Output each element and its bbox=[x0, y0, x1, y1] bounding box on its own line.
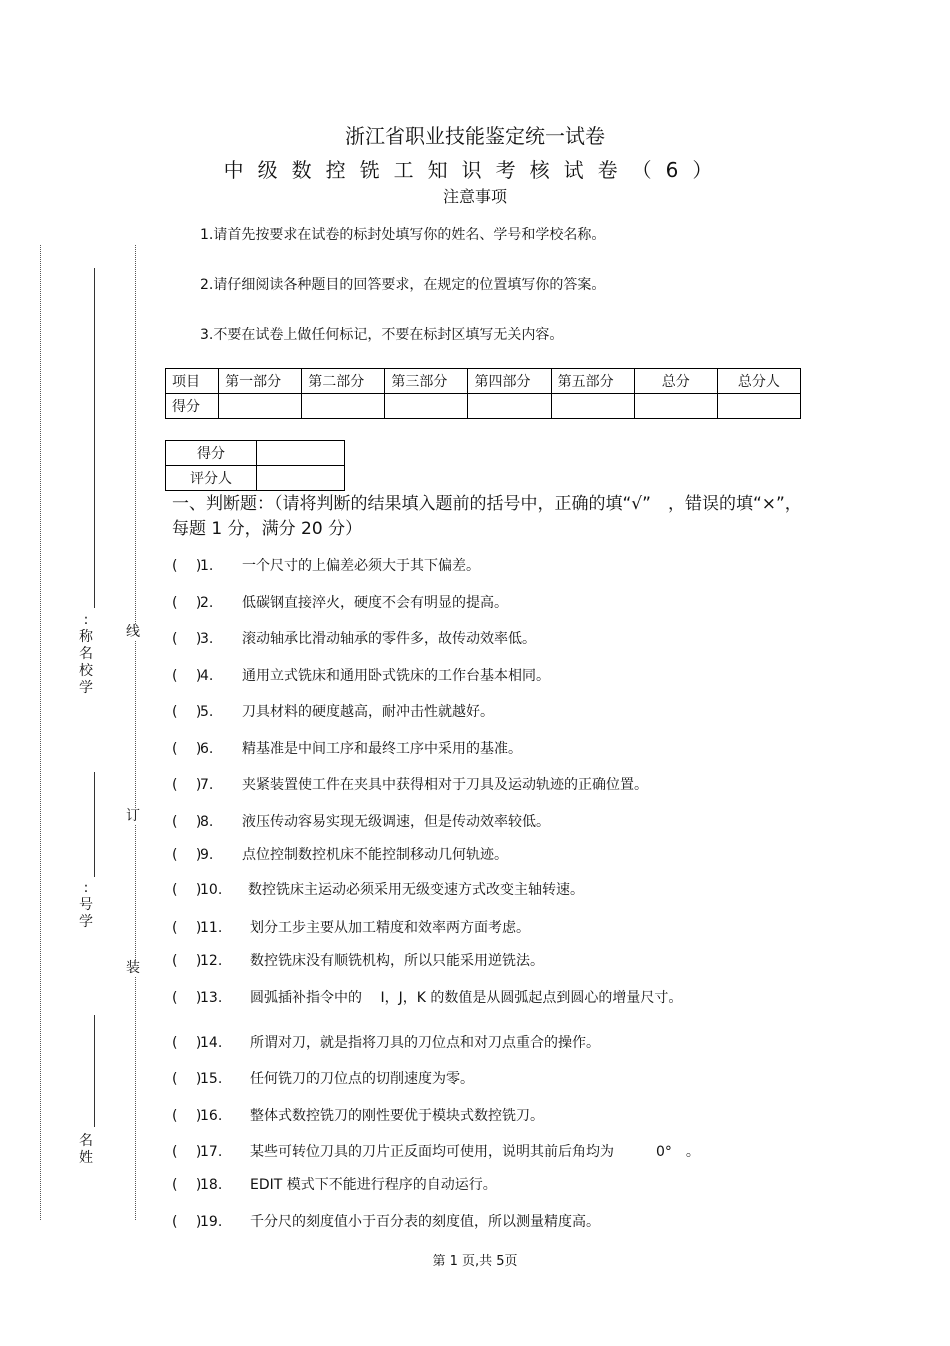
score-cell[interactable] bbox=[634, 394, 717, 419]
question-17: ( )17. 某些可转位刀具的刀片正反面均可使用，说明其前后角均为 0° 。 bbox=[172, 1141, 700, 1161]
question-8: ( )8. 液压传动容易实现无级调速，但是传动效率较低。 bbox=[172, 811, 550, 831]
question-1: ( )1. 一个尺寸的上偏差必须大于其下偏差。 bbox=[172, 555, 480, 575]
header-cell: 第五部分 bbox=[551, 369, 634, 394]
grader-score-cell[interactable] bbox=[257, 441, 345, 466]
bind-label: 装 bbox=[126, 960, 140, 976]
answer-paren[interactable]: ( ) bbox=[172, 668, 202, 684]
exam-title: 浙江省职业技能鉴定统一试卷 bbox=[345, 124, 605, 148]
answer-paren[interactable]: ( ) bbox=[172, 631, 202, 647]
answer-paren[interactable]: ( ) bbox=[172, 990, 202, 1006]
question-7: ( )7. 夹紧装置使工件在夹具中获得相对于刀具及运动轨迹的正确位置。 bbox=[172, 774, 648, 794]
binding-dotted-line-outer bbox=[40, 245, 41, 1220]
student-id-underline bbox=[94, 772, 95, 877]
note-2: 2.请仔细阅读各种题目的回答要求，在规定的位置填写你的答案。 bbox=[200, 277, 606, 293]
header-cell: 总分 bbox=[634, 369, 717, 394]
question-15: ( )15. 任何铣刀的刀位点的切削速度为零。 bbox=[172, 1068, 474, 1088]
answer-paren[interactable]: ( ) bbox=[172, 847, 202, 863]
answer-paren[interactable]: ( ) bbox=[172, 1108, 202, 1124]
header-cell: 第三部分 bbox=[385, 369, 468, 394]
question-6: ( )6. 精基准是中间工序和最终工序中采用的基准。 bbox=[172, 738, 522, 758]
note-1: 1.请首先按要求在试卷的标封处填写你的姓名、学号和学校名称。 bbox=[200, 227, 606, 243]
question-18: ( )18. EDIT 模式下不能进行程序的自动运行。 bbox=[172, 1174, 497, 1194]
note-3: 3.不要在试卷上做任何标记，不要在标封区填写无关内容。 bbox=[200, 327, 564, 343]
score-cell[interactable] bbox=[219, 394, 302, 419]
header-cell: 总分人 bbox=[717, 369, 800, 394]
header-cell: 第四部分 bbox=[468, 369, 551, 394]
grader-score-label: 得分 bbox=[166, 441, 257, 466]
question-13: ( )13. 圆弧插补指令中的 I，J，K 的数值是从圆弧起点到圆心的增量尺寸。 bbox=[172, 987, 682, 1007]
header-cell: 第二部分 bbox=[302, 369, 385, 394]
question-16: ( )16. 整体式数控铣刀的刚性要优于模块式数控铣刀。 bbox=[172, 1105, 544, 1125]
grader-label: 评分人 bbox=[166, 466, 257, 491]
question-4: ( )4. 通用立式铣床和通用卧式铣床的工作台基本相同。 bbox=[172, 665, 550, 685]
question-5: ( )5. 刀具材料的硬度越高，耐冲击性就越好。 bbox=[172, 701, 494, 721]
question-14: ( )14. 所谓对刀，就是指将刀具的刀位点和对刀点重合的操作。 bbox=[172, 1032, 600, 1052]
grader-table bbox=[165, 440, 345, 491]
staple-label: 订 bbox=[126, 808, 140, 824]
score-cell[interactable] bbox=[551, 394, 634, 419]
question-2: ( )2. 低碳钢直接淬火，硬度不会有明显的提高。 bbox=[172, 592, 508, 612]
answer-paren[interactable]: ( ) bbox=[172, 953, 202, 969]
student-id-label: :号学 bbox=[79, 880, 93, 930]
answer-paren[interactable]: ( ) bbox=[172, 741, 202, 757]
score-cell[interactable] bbox=[468, 394, 551, 419]
question-11: ( )11. 划分工步主要从加工精度和效率两方面考虑。 bbox=[172, 917, 530, 937]
answer-paren[interactable]: ( ) bbox=[172, 1071, 202, 1087]
score-cell[interactable] bbox=[385, 394, 468, 419]
line-label: 线 bbox=[126, 624, 140, 640]
section-1-title: 一、判断题：（请将判断的结果填入题前的括号中，正确的填“√” ，错误的填“×”，每题 1 分，满分 20 分） bbox=[172, 494, 802, 539]
question-19: ( )19. 千分尺的刻度值小于百分表的刻度值，所以测量精度高。 bbox=[172, 1211, 600, 1231]
score-table-score-row bbox=[166, 394, 801, 419]
exam-subtitle: 中级数控铣工知识考核试卷（6） bbox=[223, 158, 727, 182]
header-cell: 第一部分 bbox=[219, 369, 302, 394]
question-10: ( )10. 数控铣床主运动必须采用无级变速方式改变主轴转速。 bbox=[172, 879, 584, 899]
answer-paren[interactable]: ( ) bbox=[172, 777, 202, 793]
answer-paren[interactable]: ( ) bbox=[172, 1214, 202, 1230]
school-underline bbox=[94, 268, 95, 608]
row-label: 得分 bbox=[166, 394, 219, 419]
header-cell: 项目 bbox=[166, 369, 219, 394]
score-cell[interactable] bbox=[302, 394, 385, 419]
answer-paren[interactable]: ( ) bbox=[172, 882, 202, 898]
score-table bbox=[165, 368, 801, 419]
answer-paren[interactable]: ( ) bbox=[172, 814, 202, 830]
score-table-header-row bbox=[166, 369, 801, 394]
binding-dotted-line-inner bbox=[135, 245, 136, 1220]
question-12: ( )12. 数控铣床没有顺铣机构，所以只能采用逆铣法。 bbox=[172, 950, 544, 970]
school-name-label: :称名校学 bbox=[79, 612, 93, 696]
grader-cell[interactable] bbox=[257, 466, 345, 491]
score-cell[interactable] bbox=[717, 394, 800, 419]
student-name-label: 名姓 bbox=[79, 1133, 93, 1166]
answer-paren[interactable]: ( ) bbox=[172, 595, 202, 611]
answer-paren[interactable]: ( ) bbox=[172, 558, 202, 574]
answer-paren[interactable]: ( ) bbox=[172, 704, 202, 720]
question-3: ( )3. 滚动轴承比滑动轴承的零件多，故传动效率低。 bbox=[172, 628, 536, 648]
notes-heading: 注意事项 bbox=[442, 187, 507, 206]
page-footer: 第 1 页,共 5页 bbox=[432, 1254, 518, 1269]
answer-paren[interactable]: ( ) bbox=[172, 920, 202, 936]
question-9: ( )9. 点位控制数控机床不能控制移动几何轨迹。 bbox=[172, 844, 508, 864]
answer-paren[interactable]: ( ) bbox=[172, 1035, 202, 1051]
answer-paren[interactable]: ( ) bbox=[172, 1144, 202, 1160]
name-underline bbox=[94, 1015, 95, 1127]
answer-paren[interactable]: ( ) bbox=[172, 1177, 202, 1193]
